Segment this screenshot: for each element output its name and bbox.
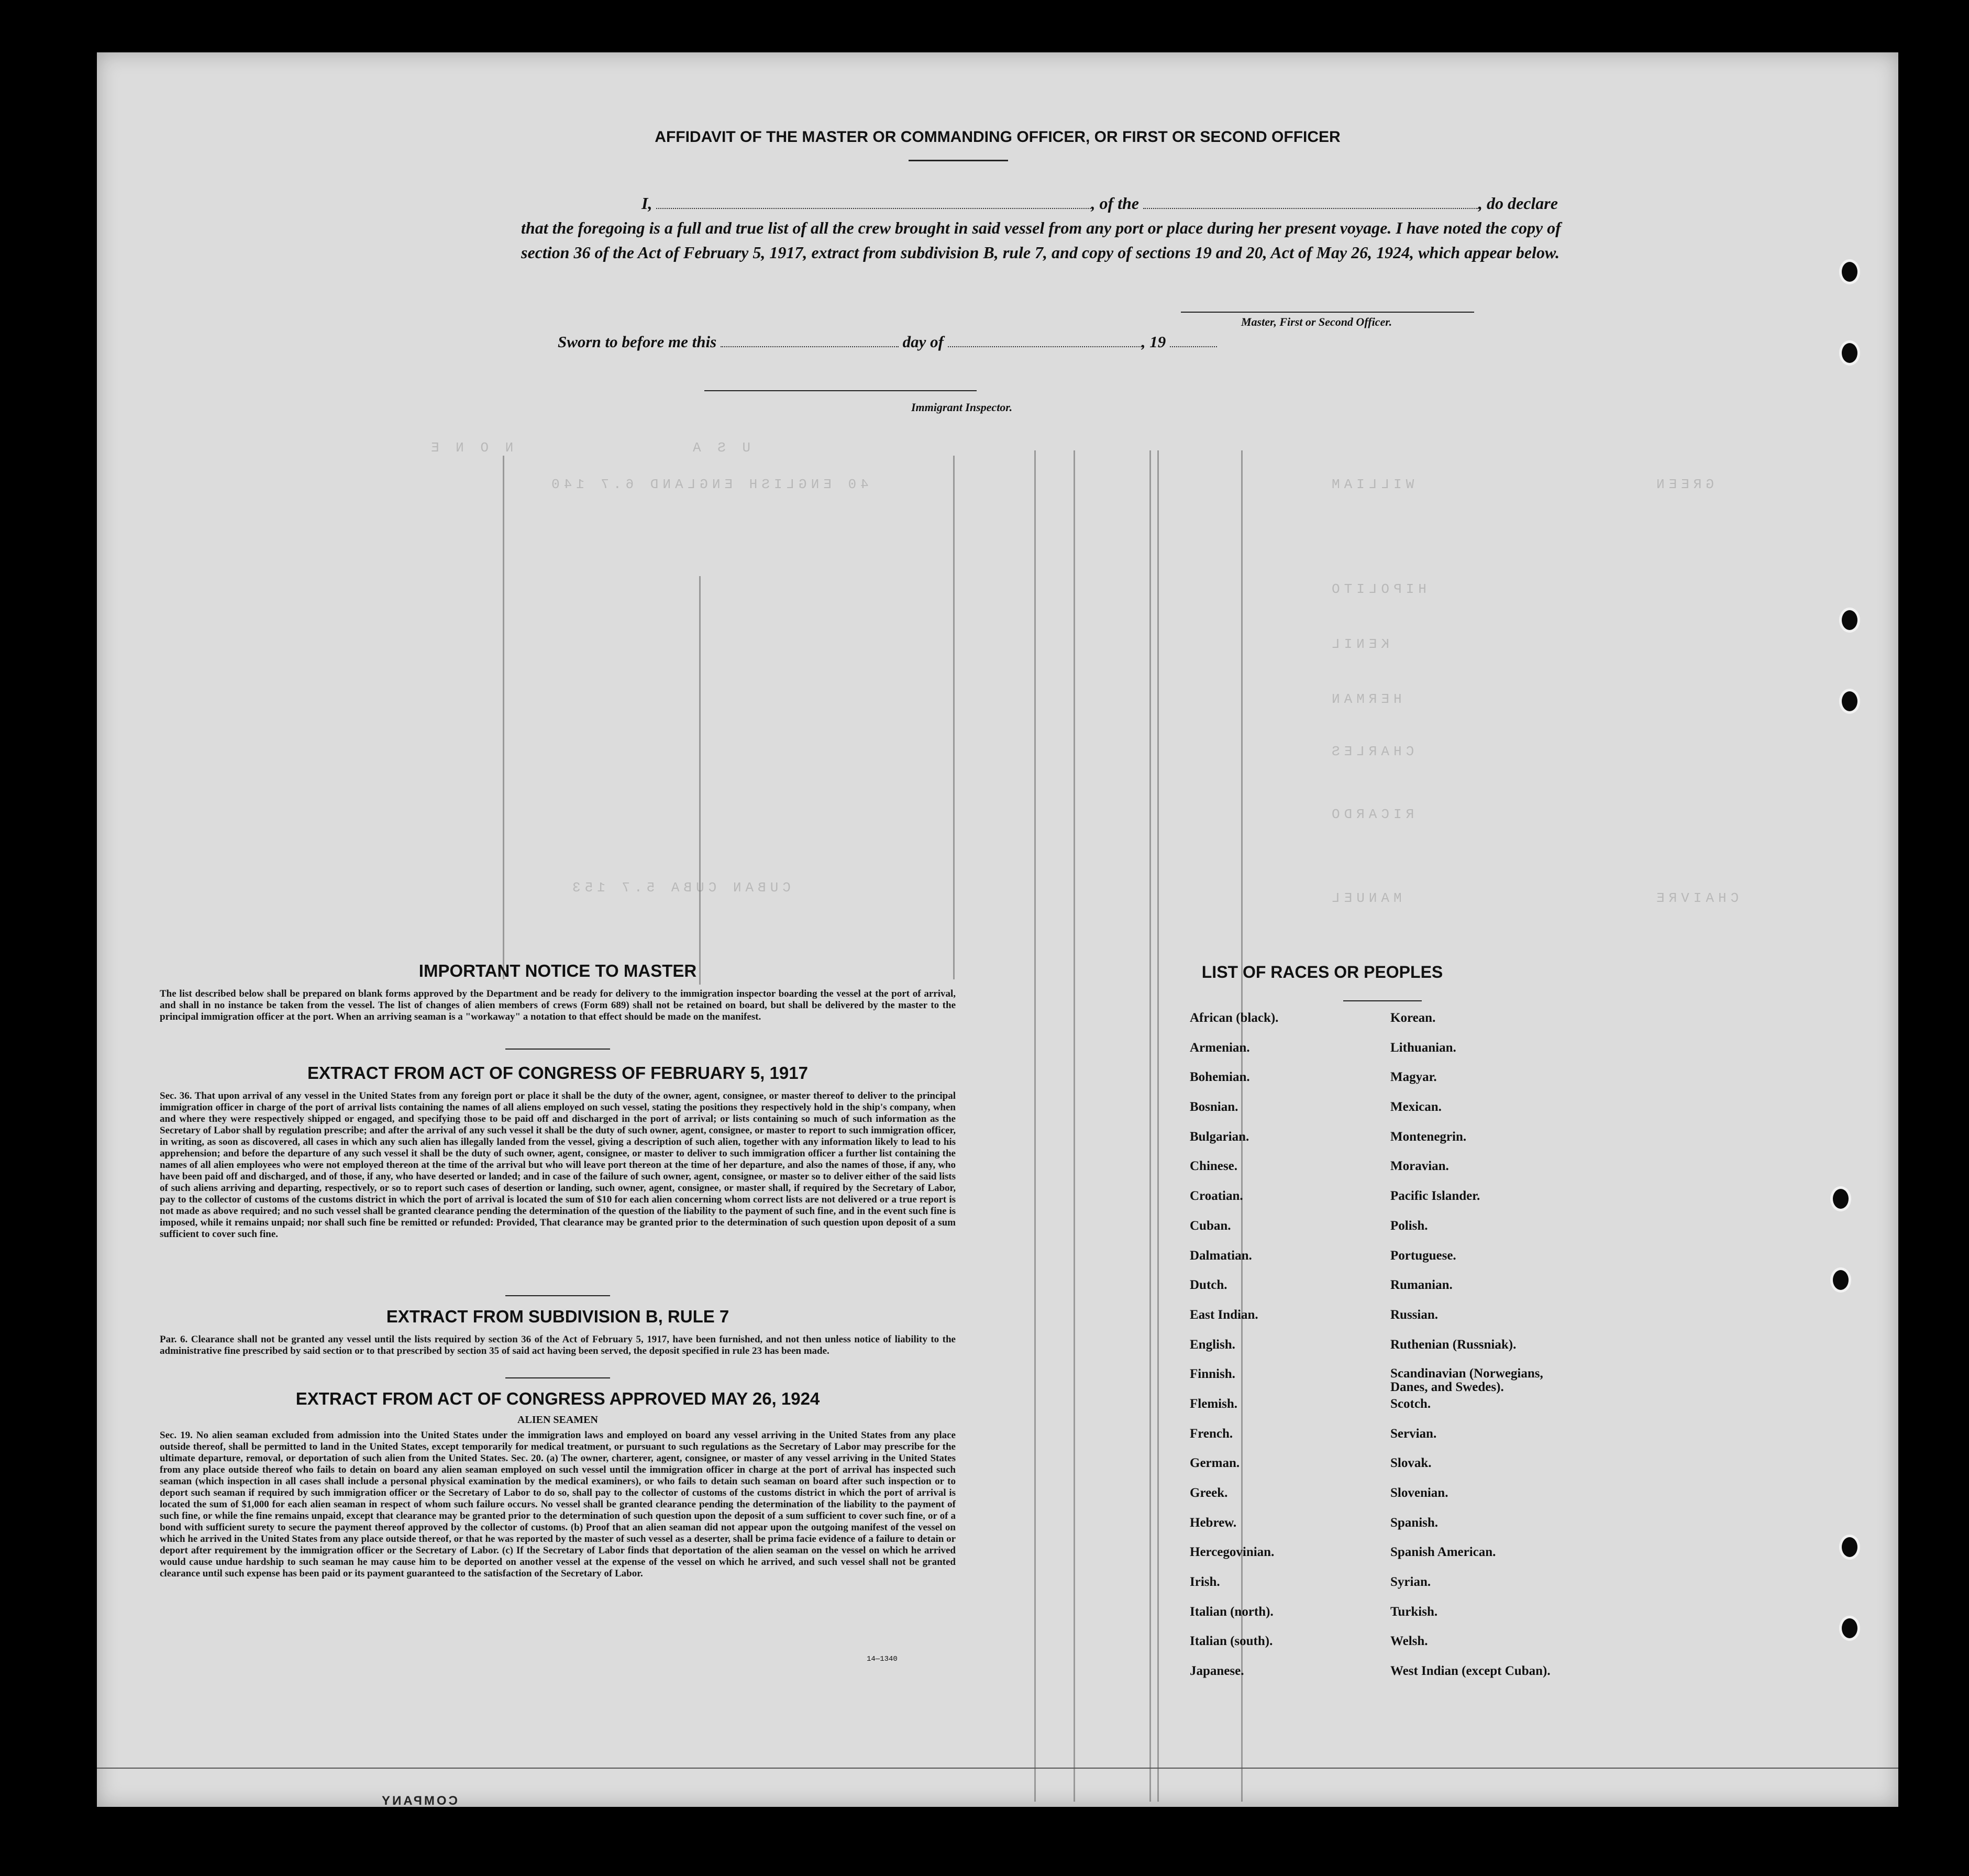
race-item: Italian (north).	[1190, 1604, 1274, 1619]
column-rule	[953, 456, 955, 979]
form-page	[97, 52, 1898, 1807]
race-item: Welsh.	[1390, 1634, 1428, 1649]
race-item: Finnish.	[1190, 1367, 1235, 1382]
race-item: Korean.	[1390, 1011, 1436, 1025]
race-item: Scandinavian (Norwegians, Danes, and Swedes).	[1390, 1366, 1543, 1395]
races-title: LIST OF RACES OR PEOPLES	[1201, 963, 1443, 981]
bottom-stamp: COMPANY	[380, 1794, 458, 1807]
column-rule	[1034, 450, 1036, 1802]
races-left-column	[1190, 1011, 1278, 1694]
race-item: German.	[1190, 1456, 1240, 1471]
column-rule	[1074, 450, 1075, 1802]
race-item: Irish.	[1190, 1575, 1220, 1590]
title-rule	[909, 160, 1008, 161]
race-item: Dalmatian.	[1190, 1248, 1252, 1263]
extract-1924-title: EXTRACT FROM ACT OF CONGRESS APPROVED MAY 26, 1924	[295, 1389, 820, 1408]
sworn-label: Sworn to before me this	[558, 333, 717, 351]
vessel-name-field[interactable]	[1143, 208, 1478, 209]
bottom-rule	[97, 1768, 1898, 1769]
day-of-label: day of	[902, 333, 944, 351]
bleed-through: RICARDO	[1328, 807, 1414, 822]
signature-line[interactable]	[1181, 312, 1474, 313]
binder-hole	[1839, 259, 1860, 284]
declarant-name-field[interactable]	[656, 208, 1091, 209]
inspector-caption: Immigrant Inspector.	[911, 401, 1013, 414]
race-item: Moravian.	[1390, 1159, 1449, 1174]
race-item: West Indian (except Cuban).	[1390, 1664, 1551, 1679]
extract-rule7-text: Par. 6. Clearance shall not be granted any vessel until the lists required by section 36 of the Act of February 5, 1917, have been furnished, and not then unless notice of liability to the administrative fine prescribed by said section or to that prescribed by section 35 of said act having been served, the deposit specified in rule 23 has been made.	[160, 1334, 956, 1356]
race-item: African (black).	[1190, 1011, 1279, 1025]
race-item: Servian.	[1390, 1426, 1437, 1441]
race-item: Bosnian.	[1190, 1100, 1238, 1114]
race-item: Ruthenian (Russniak).	[1390, 1337, 1517, 1352]
sworn-line	[558, 333, 1217, 351]
race-item: Hercegovinian.	[1190, 1545, 1275, 1560]
bleed-through: KENIL	[1328, 636, 1390, 652]
binder-hole	[1830, 1267, 1851, 1293]
binder-hole	[1839, 689, 1860, 714]
signature-caption: Master, First or Second Officer.	[1241, 315, 1392, 328]
race-item: Flemish.	[1190, 1396, 1237, 1411]
section-divider	[505, 1049, 610, 1050]
bleed-through: N O N E	[427, 440, 514, 456]
race-item: Montenegrin.	[1390, 1129, 1467, 1144]
sworn-day-field[interactable]	[721, 346, 899, 347]
binder-hole	[1839, 608, 1860, 633]
race-item: Armenian.	[1190, 1040, 1250, 1055]
binder-hole	[1830, 1186, 1851, 1211]
race-item: English.	[1190, 1337, 1235, 1352]
notice-title: IMPORTANT NOTICE TO MASTER	[418, 961, 697, 980]
race-item: Scotch.	[1390, 1396, 1431, 1411]
race-item: Slovenian.	[1390, 1486, 1448, 1500]
race-item: Dutch.	[1190, 1278, 1227, 1293]
race-item: Syrian.	[1390, 1575, 1431, 1590]
race-item: Spanish.	[1390, 1515, 1439, 1530]
extract-1924-subtitle: ALIEN SEAMEN	[517, 1414, 598, 1426]
bleed-through: MANUEL	[1328, 890, 1402, 906]
bleed-through: CHAIVRE	[1652, 890, 1739, 906]
affidavit-body-block	[521, 191, 1589, 265]
binder-hole	[1839, 1616, 1860, 1641]
column-rule	[503, 456, 504, 979]
bleed-through: GREEN	[1652, 477, 1714, 492]
race-item: French.	[1190, 1426, 1233, 1441]
race-item: Rumanian.	[1390, 1278, 1453, 1293]
race-item: Italian (south).	[1190, 1634, 1273, 1649]
form-number: 14—1340	[867, 1655, 898, 1663]
sworn-year-field[interactable]	[1170, 346, 1217, 347]
column-rule	[699, 576, 701, 985]
race-item: Bulgarian.	[1190, 1129, 1249, 1144]
race-item: Cuban.	[1190, 1218, 1231, 1233]
notice-text: The list described below shall be prepared on blank forms approved by the Department and be ready for delivery to the immigration inspector boarding the vessel at the port of arrival, and shall in no instance be taken from the vessel. The list of changes of alien members of crews (Form 689) shall not be retained on board, but shall be delivered by the master to the principal immigration officer at the port. When an arriving seaman is a "workaway" a notation to that effect should be made on the manifest.	[160, 988, 956, 1022]
extract-rule7-title: EXTRACT FROM SUBDIVISION B, RULE 7	[386, 1307, 729, 1326]
race-item: East Indian.	[1190, 1307, 1258, 1322]
extract-1917-title: EXTRACT FROM ACT OF CONGRESS OF FEBRUARY 5, 1917	[307, 1063, 808, 1083]
affidavit-body: that the foregoing is a full and true list of all the crew brought in said vessel from any port or place during her present voyage. I have noted the copy of section 36 of the Act of February 5, 1917, extract from subdivision B, rule 7, and copy of sections 19 and 20, Act of May 26, 1924, which appear below.	[521, 218, 1561, 262]
race-item: Portuguese.	[1390, 1248, 1456, 1263]
bleed-through: WILLIAM	[1328, 477, 1414, 492]
races-title-rule	[1343, 1000, 1422, 1001]
bleed-through: HIPOLITO	[1328, 581, 1426, 597]
race-item: Hebrew.	[1190, 1515, 1237, 1530]
races-right-column	[1390, 1011, 1574, 1694]
race-item: Spanish American.	[1390, 1545, 1496, 1560]
race-item: Greek.	[1190, 1486, 1228, 1500]
binder-hole	[1839, 340, 1860, 366]
bleed-through: HERMAN	[1328, 691, 1402, 707]
section-divider	[505, 1295, 610, 1296]
bleed-through: CUBAN CUBA 5.7 153	[568, 880, 791, 896]
affidavit-title: AFFIDAVIT OF THE MASTER OR COMMANDING OFFICER, OR FIRST OR SECOND OFFICER	[655, 128, 1341, 146]
race-item: Lithuanian.	[1390, 1040, 1456, 1055]
race-item: Russian.	[1390, 1307, 1439, 1322]
race-item: Japanese.	[1190, 1664, 1244, 1679]
i-label: I,	[641, 194, 652, 213]
sworn-month-field[interactable]	[948, 346, 1142, 347]
year-label: , 19	[1141, 333, 1166, 351]
column-rule	[1149, 450, 1151, 1802]
of-the-label: , of the	[1091, 194, 1139, 213]
binder-hole	[1839, 1535, 1860, 1560]
race-item: Slovak.	[1390, 1456, 1432, 1471]
race-item: Bohemian.	[1190, 1070, 1250, 1085]
extract-1924-text: Sec. 19. No alien seaman excluded from admission into the United States under the immigration laws and employed on board any vessel arriving in the United States from any place outside thereof, shall be permitted to land in the United States, except temporarily for medical treatment, or pursuant to such regulations as the Secretary of Labor may prescribe for the ultimate departure, removal, or deportation of such alien from the United States. Sec. 20. (a) The owner, charterer, agent, consignee, or master of any vessel arriving in the United States from any place outside thereof who fails to detain on board any alien seaman employed on such vessel until the immigration officer in charge at the port of arrival has inspected such seaman (which inspection in all cases shall include a personal physical examination by the medical examiners), or who fails to detain such seaman on board after such inspection or to deport such seaman if required by such immigration officer or the Secretary of Labor to do so, shall pay to the collector of customs of the customs district in which the port of arrival is located the sum of $1,000 for each alien seaman in respect of whom such failure occurs. No vessel shall be granted clearance pending the determination of the liability to the payment of such fine, or while the fine remains unpaid, except that clearance may be granted prior to the determination of such question upon the deposit of a sum sufficient to cover such fine, or of a bond with sufficient surety to secure the payment thereof approved by the collector of customs. (b) Proof that an alien seaman did not appear upon the outgoing manifest of the vessel on which he arrived in the United States from any place outside thereof, or that he was reported by the master of such vessel as a deserter, shall be prima facie evidence of a failure to detain or deport after requirement by the immigration officer or the Secretary of Labor. (c) If the Secretary of Labor finds that deportation of the alien seaman on the vessel on which he arrived would cause undue hardship to such seaman he may cause him to be deported on another vessel at the expense of the vessel on which he arrived, and such vessel shall not be granted clearance until such expense has been paid or its payment guaranteed to the satisfaction of the Secretary of Labor.	[160, 1430, 956, 1579]
column-rule	[1157, 450, 1159, 1802]
inspector-signature-line[interactable]	[704, 390, 977, 391]
bleed-through: U S A	[689, 440, 751, 456]
race-item: Polish.	[1390, 1218, 1428, 1233]
extract-1917-text: Sec. 36. That upon arrival of any vessel in the United States from any foreign port or place it shall be the duty of the owner, agent, consignee, or master thereof to deliver to the principal immigration officer in charge of the port of arrival lists containing the names of all aliens employed on such vessel, stating the positions they respectively hold in the ship's company, when and where they were respectively shipped or engaged, and specifying those to be paid off and discharged in the port of arrival; or lists containing so much of such information as the Secretary of Labor shall by regulation prescribe; and after the arrival of any such vessel it shall be the duty of such owner, agent, consignee, or master to report to such immigration officer, in writing, as soon as discovered, all cases in which any such alien has illegally landed from the vessel, giving a description of such alien, together with any information likely to lead to his apprehension; and before the departure of any such vessel it shall be the duty of such owner, agent, consignee, or master to deliver to such immigration officer a further list containing the names of all alien employees who were not employed thereon at the time of the arrival but who will leave port thereon at the time of her departure, and also the names of those, if any, who have been paid off and discharged, and of those, if any, who have deserted or landed; and in case of the failure of such owner, agent, consignee, or master so to deliver either of the said lists of such aliens arriving and departing, respectively, or so to report such cases of desertion or landing, such owner, agent, consignee, or master shall, if required by the Secretary of Labor, pay to the collector of customs of the customs district in which the port of arrival is located the sum of $10 for each alien concerning whom correct lists are not delivered or a true report is not made as above required; and no such vessel shall be granted clearance pending the determination of the question of the liability to the payment of such fine, and in the event such fine is imposed, while it remains unpaid; nor shall such fine be remitted or refunded: Provided, That clearance may be granted prior to the determination of such question upon deposit of a sum sufficient to cover such fine.	[160, 1090, 956, 1240]
section-divider	[505, 1377, 610, 1378]
race-item: Pacific Islander.	[1390, 1189, 1480, 1204]
bleed-through: CHARLES	[1328, 744, 1414, 759]
do-declare-label: , do declare	[1478, 194, 1558, 213]
race-item: Magyar.	[1390, 1070, 1437, 1085]
race-item: Croatian.	[1190, 1189, 1243, 1204]
race-item: Mexican.	[1390, 1100, 1442, 1114]
declaration-line	[521, 191, 1589, 216]
race-item: Turkish.	[1390, 1604, 1438, 1619]
race-item: Chinese.	[1190, 1159, 1237, 1174]
bleed-through: 40 ENGLISH ENGLAND 6.7 140	[547, 477, 869, 492]
